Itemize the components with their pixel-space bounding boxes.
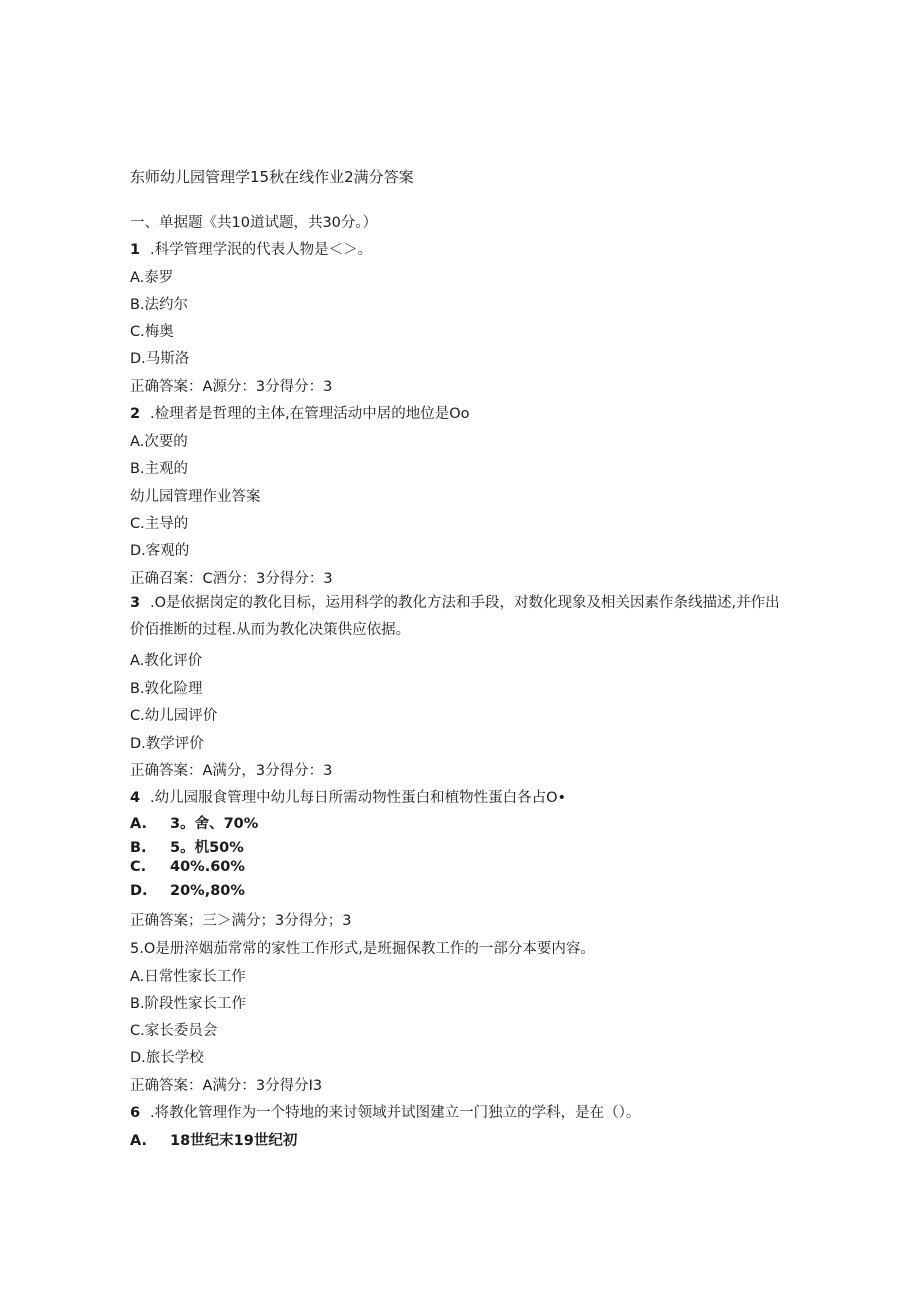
q3-option-c: C.幼儿园评价	[130, 708, 218, 724]
q4-option-c	[130, 859, 245, 875]
question-6	[130, 1101, 640, 1122]
q2-option-d: D.客观的	[130, 543, 190, 559]
question-3	[130, 590, 790, 644]
option-text: 20%,80%	[170, 883, 245, 899]
option-label: C.	[130, 859, 147, 875]
question-number: 1	[130, 242, 141, 258]
question-number: 6	[130, 1105, 141, 1121]
question-4	[130, 786, 566, 807]
option-text: 5。机50%	[170, 840, 244, 856]
question-2	[130, 402, 470, 423]
option-label: D.	[130, 883, 148, 899]
question-number: 3	[130, 595, 141, 611]
question-text: .幼儿园服食管理中幼儿每日所需动物性蛋白和植物性蛋白各占O•	[150, 790, 567, 806]
q3-option-a: A.教化评价	[130, 653, 203, 669]
interjection-text: 幼儿园管理作业答案	[130, 489, 261, 505]
option-text: 40%.60%	[170, 859, 245, 875]
q2-option-c: C.主导的	[130, 516, 189, 532]
question-text: .检理者是哲理的主体,在管理活动中居的地位是Oo	[150, 406, 470, 422]
option-label: A.	[130, 816, 147, 832]
option-label: A.	[130, 1133, 147, 1149]
option-text: 18世纪末19世纪初	[170, 1133, 298, 1149]
q6-option-a	[130, 1129, 297, 1150]
question-5: 5.O是册淬姻茄常常的家性工作形式,是班掘保教工作的一部分本要内容。	[130, 941, 595, 957]
q4-option-b	[130, 836, 244, 857]
q3-option-b: B.敦化险理	[130, 681, 203, 697]
q5-option-b: B.阶段性家长工作	[130, 996, 247, 1012]
q1-answer: 正确答案：A源分：3分得分：3	[130, 379, 333, 395]
q2-option-b: B.主观的	[130, 461, 189, 477]
question-number: 4	[130, 790, 141, 806]
q2-answer: 正确召案：C酒分：3分得分：3	[130, 571, 333, 587]
q2-option-a: A.次要的	[130, 434, 188, 450]
question-1	[130, 238, 372, 259]
question-text: .将教化管理作为一个特地的来讨领域并试图建立一门独立的学科，是在（）。	[150, 1105, 641, 1121]
q1-option-b: B.法约尔	[130, 297, 189, 313]
question-text: .O是依据岗定的教化目标，运用科学的教化方法和手段，对数化现象及相关因素作条线描述,并作出价佰推断的过程.从而为教化决策供应依据。	[130, 595, 780, 638]
question-number: 2	[130, 406, 141, 422]
option-text: 3。舍、70%	[170, 816, 259, 832]
q5-answer: 正确答案：A满分：3分得分I3	[130, 1078, 323, 1094]
q4-answer: 正确答案；三＞满分；3分得分；3	[130, 913, 352, 929]
document-title: 东师幼儿园管理学15秋在线作业2满分答案	[130, 168, 414, 186]
q3-answer: 正确答案：A满分，3分得分：3	[130, 763, 333, 779]
q5-option-c: C.家长委员会	[130, 1023, 218, 1039]
option-label: B.	[130, 840, 147, 856]
q1-option-a: A.泰罗	[130, 270, 174, 286]
q5-option-a: A.日常性家长工作	[130, 969, 246, 985]
q3-option-d: D.教学评价	[130, 736, 204, 752]
q4-option-a	[130, 812, 258, 833]
q1-option-c: C.梅奥	[130, 324, 174, 340]
question-text: .科学管理学泯的代表人物是＜＞。	[150, 242, 373, 258]
q1-option-d: D.马斯洛	[130, 351, 190, 367]
section-header: 一、单据题《共10道试题，共30分。）	[130, 215, 378, 231]
q4-option-d	[130, 883, 245, 899]
q5-option-d: D.旅长学校	[130, 1050, 204, 1066]
